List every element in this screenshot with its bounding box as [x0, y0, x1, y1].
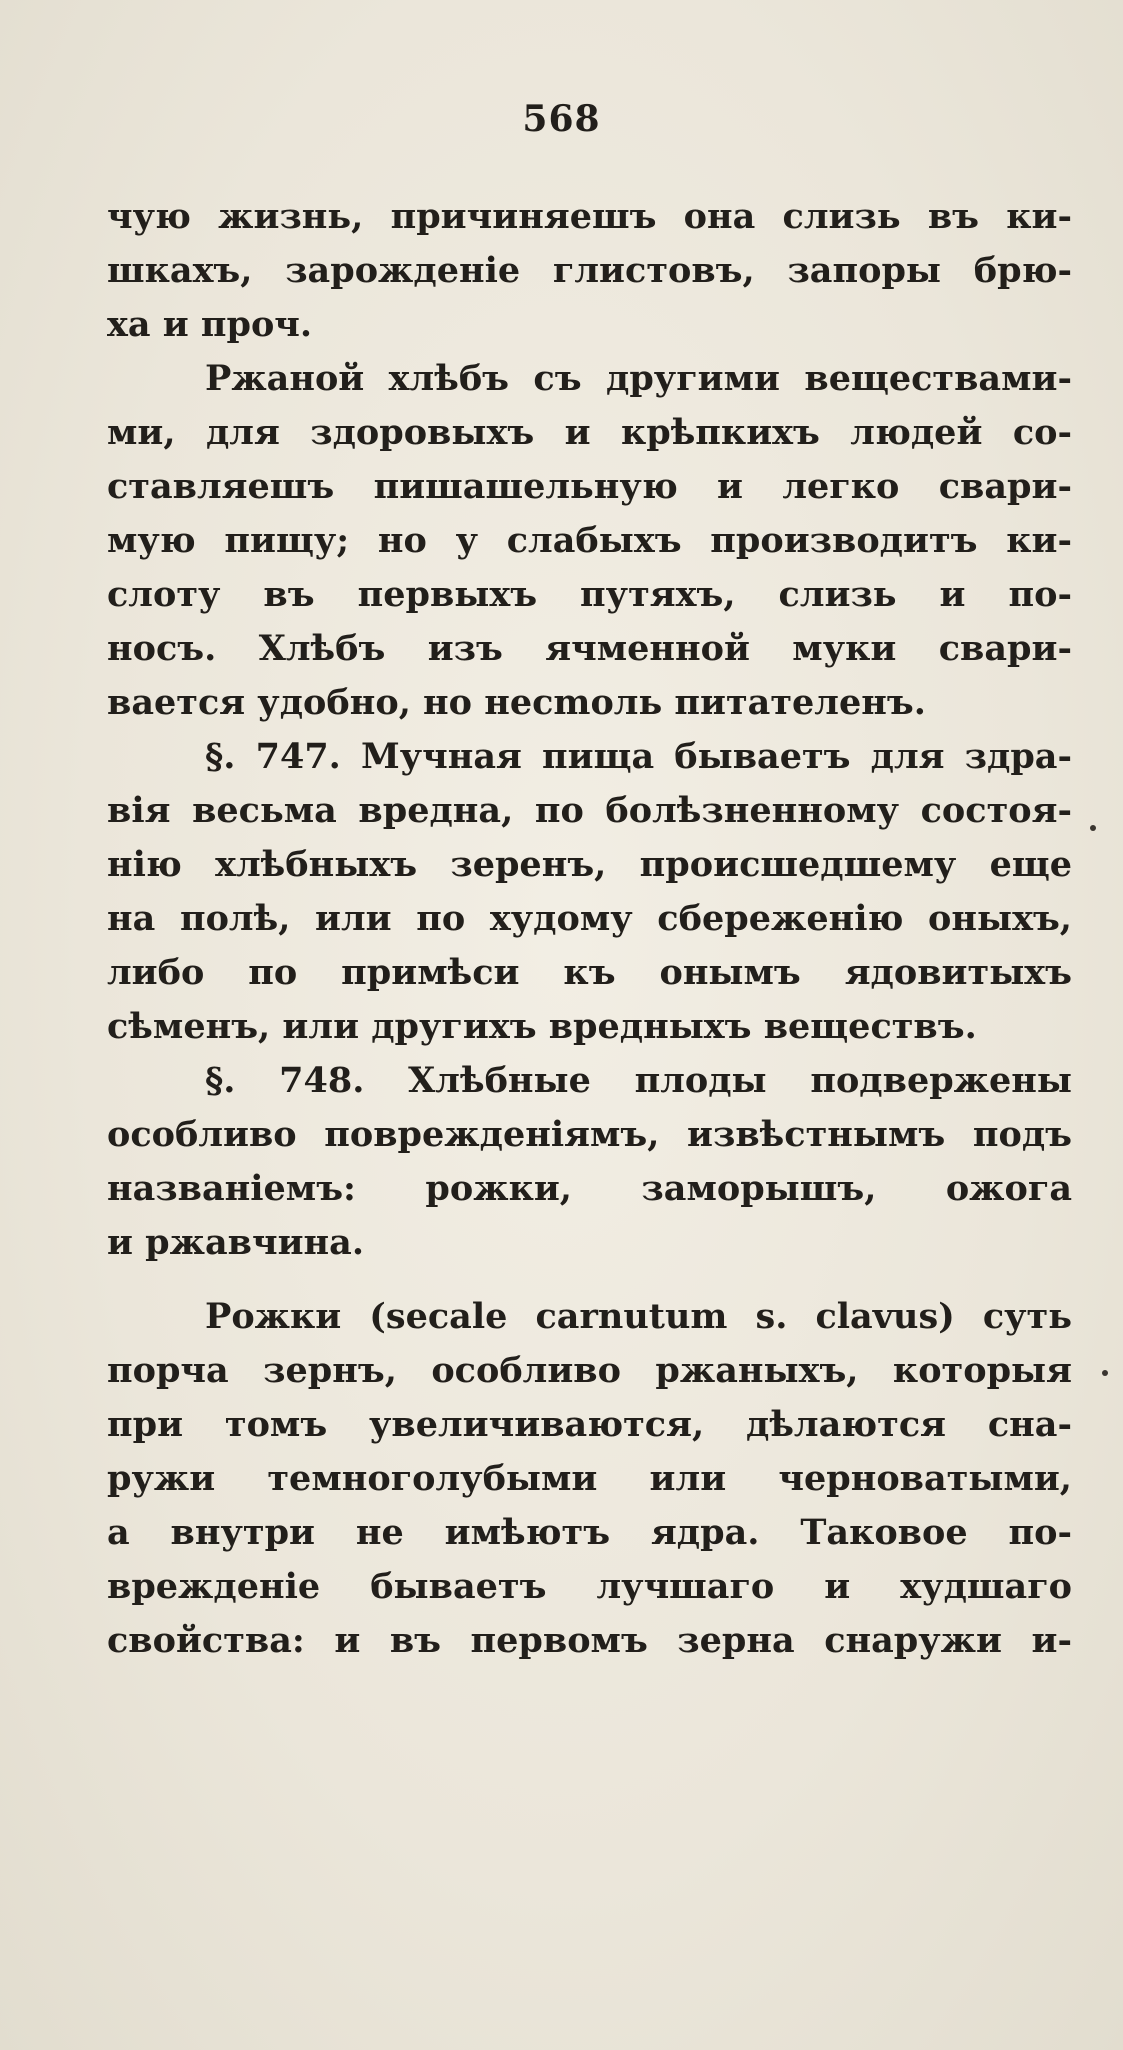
text-line: названіемъ: рожки, заморышъ, ожога	[107, 1168, 1072, 1209]
text-line: сѣменъ, или другихъ вредныхъ веществъ.	[107, 1006, 977, 1047]
body-text	[107, 190, 1072, 1668]
text-line: вія весьма вредна, по болѣзненному состоя-	[107, 790, 1072, 831]
text-line: врежденіе бываетъ лучшаго и худшаго	[107, 1566, 1072, 1607]
text-line: особливо поврежденіямъ, извѣстнымъ подъ	[107, 1114, 1072, 1155]
text-line: §. 747. Мучная пища бываетъ для здра-	[205, 736, 1072, 777]
text-line: ружи темноголубыми или черноватыми,	[107, 1458, 1072, 1499]
margin-speck	[1102, 1370, 1108, 1376]
paragraph-gap	[107, 1270, 1072, 1290]
text-line: либо по примѣси къ онымъ ядовитыхъ	[107, 952, 1072, 993]
text-line: а внутри не имѣютъ ядра. Таковое по-	[107, 1512, 1072, 1553]
page-number: 568	[522, 98, 601, 140]
text-line: Рожки (secale carnutum s. clavus) суть	[205, 1296, 1072, 1337]
text-line: чую жизнь, причиняешъ она слизь въ ки-	[107, 196, 1072, 237]
text-line: на полѣ, или по худому сбереженію оныхъ,	[107, 898, 1072, 939]
text-line: порча зернъ, особливо ржаныхъ, которыя	[107, 1350, 1072, 1391]
text-line: нію хлѣбныхъ зеренъ, происшедшему еще	[107, 844, 1072, 885]
text-line: мую пищу; но у слабыхъ производитъ ки-	[107, 520, 1072, 561]
text-line: Ржаной хлѣбъ съ другими веществами-	[205, 358, 1072, 399]
margin-speck	[1090, 825, 1096, 831]
text-line: шкахъ, зарожденіе глистовъ, запоры брю-	[107, 250, 1072, 291]
text-line: свойства: и въ первомъ зерна снаружи и-	[107, 1620, 1072, 1661]
text-line: ми, для здоровыхъ и крѣпкихъ людей со-	[107, 412, 1072, 453]
text-line: ставляешъ пишашельную и легко свари-	[107, 466, 1072, 507]
text-line: слоту въ первыхъ путяхъ, слизь и по-	[107, 574, 1072, 615]
text-line: вается удобно, но несmoль питателенъ.	[107, 682, 926, 723]
text-line: и ржавчина.	[107, 1222, 365, 1263]
text-line: при томъ увеличиваются, дѣлаются сна-	[107, 1404, 1072, 1445]
text-line: ха и проч.	[107, 304, 313, 345]
text-line: носъ. Хлѣбъ изъ ячменной муки свари-	[107, 628, 1072, 669]
text-line: §. 748. Хлѣбные плоды подвержены	[205, 1060, 1072, 1101]
